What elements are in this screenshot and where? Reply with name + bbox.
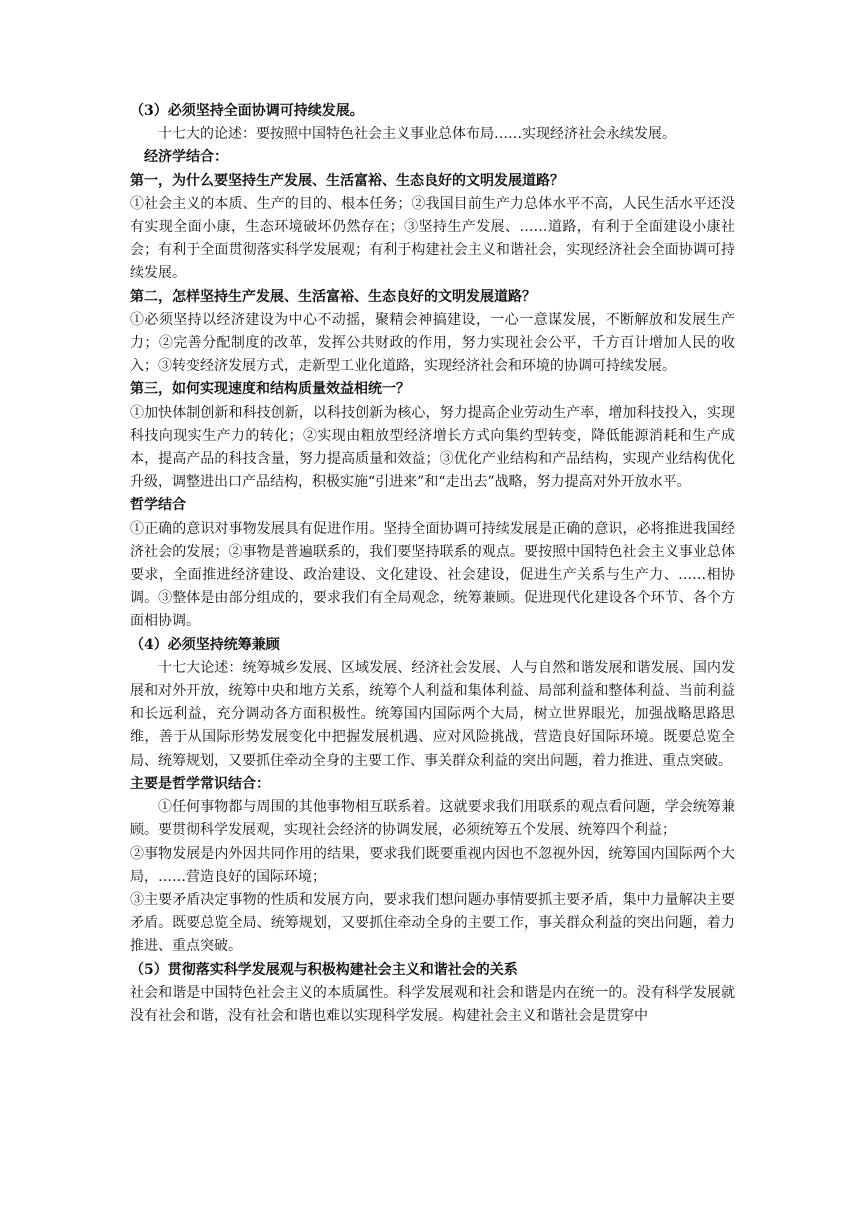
- section-5-body: 社会和谐是中国特色社会主义的本质属性。科学发展观和社会和谐是内在统一的。没有科学发展就没有社会和谐，没有社会和谐也难以实现科学发展。构建社会主义和谐社会是贯穿中: [130, 984, 735, 1024]
- philosophy-heading: 哲学结合: [130, 497, 186, 514]
- answer-2: ①必须坚持以经济建设为中心不动摇，聚精会神搞建设，一心一意谋发展，不断解放和发展生产力；②完善分配制度的改革，发挥公共财政的作用，努力实现社会公平，千方百计增加人民的收入；③转变经济发展方式，走新型工业化道路，实现经济社会和环境的协调可持续发展。: [130, 311, 735, 375]
- section-4-heading: （4）必须坚持统筹兼顾: [130, 636, 280, 653]
- philosophy-body: ①正确的意识对事物发展具有促进作用。坚持全面协调可持续发展是正确的意识，必将推进我国经济社会的发展；②事物是普遍联系的，我们要坚持联系的观点。要按照中国特色社会主义事业总体要求，全面推进经济建设、政治建设、文化建设、社会建设，促进生产关系与生产力、……相协调。③整体是由部分组成的，要求我们有全局观念，统筹兼顾。促进现代化建设各个环节、各个方面相协调。: [130, 520, 735, 630]
- section-4-quote: 十七大论述：统筹城乡发展、区域发展、经济社会发展、人与自然和谐发展和谐发展、国内发展和对外开放，统筹中央和地方关系，统筹个人利益和集体利益、局部利益和整体利益、当前利益和长远利益，充分调动各方面积极性。统筹国内国际两个大局，树立世界眼光，加强战略思路思维，善于从国际形势发展变化中把握发展机遇、应对风险挑战，营造良好国际环境。既要总览全局、统筹规划，又要抓住牵动全身的主要工作、事关群众利益的突出问题，着力推进、重点突破。: [130, 659, 735, 769]
- section-5-heading: （5）贯彻落实科学发展观与积极构建社会主义和谐社会的关系: [130, 961, 518, 978]
- question-1: 第一，为什么要坚持生产发展、生活富裕、生态良好的文明发展道路？: [130, 172, 564, 189]
- philosophy-2-point-2: ②事物发展是内外因共同作用的结果，要求我们既要重视内因也不忽视外因，统筹国内国际两个大局，……营造良好的国际环境；: [130, 845, 735, 885]
- section-3-quote: 十七大的论述：要按照中国特色社会主义事业总体布局……实现经济社会永续发展。: [158, 126, 676, 143]
- document-page: [130, 100, 735, 1028]
- question-2: 第二，怎样坚持生产发展、生活富裕、生态良好的文明发展道路？: [130, 288, 536, 305]
- philosophy-2-point-3: ③主要矛盾决定事物的性质和发展方向，要求我们想问题办事情要抓主要矛盾，集中力量解决主要矛盾。既要总览全局、统筹规划，又要抓住牵动全身的主要工作，事关群众利益的突出问题，着力推进、重点突破。: [130, 891, 735, 955]
- economics-heading: 经济学结合：: [144, 149, 228, 166]
- philosophy-2-point-1: ①任何事物都与周围的其他事物相互联系着。这就要求我们用联系的观点看问题，学会统筹兼顾。要贯彻科学发展观，实现社会经济的协调发展，必须统筹五个发展、统筹四个利益；: [130, 799, 735, 839]
- answer-1: ①社会主义的本质、生产的目的、根本任务；②我国目前生产力总体水平不高，人民生活水平还没有实现全面小康，生态环境破坏仍然存在；③坚持生产发展、……道路，有利于全面建设小康社会；有利于全面贯彻落实科学发展观；有利于构建社会主义和谐社会，实现经济社会全面协调可持续发展。: [130, 195, 735, 282]
- philosophy-2-heading: 主要是哲学常识结合：: [130, 775, 270, 792]
- section-3-heading: （3）必须坚持全面协调可持续发展。: [130, 103, 364, 119]
- answer-3: ①加快体制创新和科技创新，以科技创新为核心，努力提高企业劳动生产率，增加科技投入，实现科技向现实生产力的转化；②实现由粗放型经济增长方式向集约型转变，降低能源消耗和生产成本，提高产品的科技含量，努力提高质量和效益；③优化产业结构和产品结构，实现产业结构优化升级，调整进出口产品结构，积极实施“引进来”和“走出去”战略，努力提高对外开放水平。: [130, 404, 735, 491]
- question-3: 第三，如何实现速度和结构质量效益相统一？: [130, 381, 410, 398]
